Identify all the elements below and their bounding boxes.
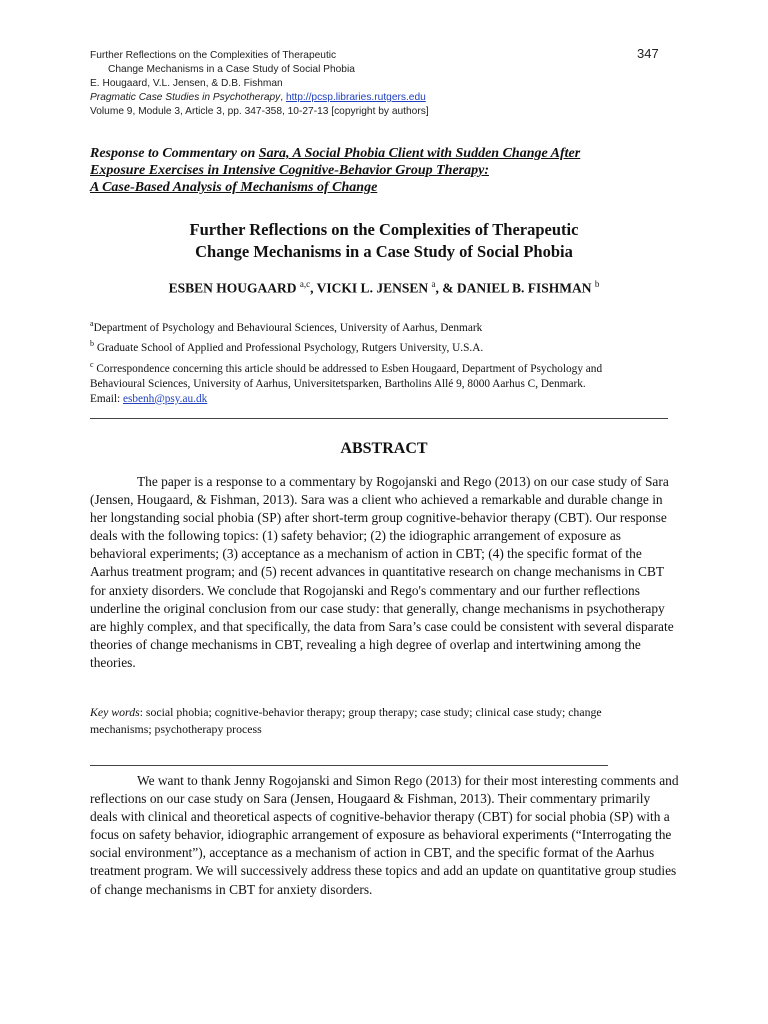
intro-paragraph: We want to thank Jenny Rogojanski and Simon Rego (2013) for their most interesting comments and reflections on our case study on Sara (Jensen, Hougaard & Fishman, 2013). Their commentary primarily deals with clinical and theoretical aspects of cognitive-behavior therapy (CBT) for social phobia (SP) with a focus on safety behavior, idiographic arrangement of exposure as behavioral experiments (“Interrogating the social environment”), acceptance as a mechanism of action in CBT, and the specific format of the Aarhus treatment program. We will successively address these topics and add an update on quantitative group studies of change mechanisms in CBT for anxiety disorders. [90, 773, 679, 897]
divider-bottom [90, 765, 608, 766]
keywords-label: Key words [90, 705, 140, 719]
article-title-line-1: Further Reflections on the Complexities of Therapeutic [189, 220, 579, 239]
email-label: Email: [90, 392, 123, 405]
affiliation-b-mark: b [90, 339, 94, 348]
header-volume-info: Volume 9, Module 3, Article 3, pp. 347-358, 10-27-13 [copyright by authors] [90, 106, 429, 117]
correspondence-text-1: Correspondence concerning this article should be addressed to Esben Hougaard, Department of Psychology and [96, 362, 603, 375]
correspondence-email-line [90, 392, 680, 407]
header-title-line-2: Change Mechanisms in a Case Study of Social Phobia [108, 64, 355, 75]
keywords [90, 704, 650, 738]
affiliation-a [90, 316, 680, 336]
correspondence-text-2: Behavioural Sciences, University of Aarhus, Universitetsparken, Bartholins Allé 9, 8000 Aarhus C, Denmark. [90, 377, 586, 390]
correspondence-note [90, 357, 680, 407]
page-number: 347 [637, 46, 659, 61]
running-header [90, 49, 680, 119]
affiliation-a-mark: a [90, 319, 94, 328]
article-title [90, 219, 678, 263]
commentary-title-part-2: Exposure Exercises in Intensive Cognitive-Behavior Group Therapy: [90, 163, 490, 178]
author-2-affil: a [431, 279, 436, 289]
abstract-heading: ABSTRACT [340, 440, 428, 457]
keywords-text: : social phobia; cognitive-behavior therapy; group therapy; case study; clinical case study; change mechanisms; psychotherapy process [90, 705, 602, 736]
response-to-commentary [90, 145, 710, 196]
correspondence-line-1 [90, 357, 680, 377]
affiliation-a-text: Department of Psychology and Behavioural Sciences, University of Aarhus, Denmark [93, 321, 483, 334]
affiliation-b-text: Graduate School of Applied and Professional Psychology, Rutgers University, U.S.A. [96, 341, 484, 354]
divider-top [90, 418, 668, 419]
author-3: , & DANIEL B. FISHMAN [435, 280, 592, 296]
commentary-title-part-1: Sara, A Social Phobia Client with Sudden Change After [258, 146, 581, 161]
author-list [90, 279, 678, 297]
author-1-affil: a,c [299, 279, 311, 289]
article-title-line-2: Change Mechanisms in a Case Study of Social Phobia [195, 242, 573, 261]
intro-body [90, 772, 680, 899]
author-3-affil: b [594, 279, 600, 289]
author-2: , VICKI L. JENSEN [310, 280, 429, 296]
response-line-1 [90, 145, 710, 162]
journal-separator: , [280, 92, 286, 103]
header-authors: E. Hougaard, V.L. Jensen, & D.B. Fishman [90, 78, 283, 89]
journal-name: Pragmatic Case Studies in Psychotherapy [90, 92, 281, 103]
affiliation-b [90, 336, 680, 356]
header-title-line-1: Further Reflections on the Complexities of Therapeutic [90, 50, 337, 61]
affiliation-c-mark: c [90, 360, 94, 369]
commentary-title-part-3: A Case-Based Analysis of Mechanisms of Change [90, 180, 378, 195]
header-journal-line [90, 91, 680, 105]
journal-url-link[interactable]: http://pcsp.libraries.rutgers.edu [285, 92, 426, 103]
email-link[interactable]: esbenh@psy.au.dk [122, 392, 208, 405]
author-1: ESBEN HOUGAARD [168, 280, 297, 296]
abstract-paragraph: The paper is a response to a commentary by Rogojanski and Rego (2013) on our case study of Sara (Jensen, Hougaard, & Fishman, 2013). Sara was a client who achieved a remarkable and durable change in her longstanding social phobia (SP) after short-term group cognitive-behavior therapy (CBT). Our response deals with the following topics: (1) safety behavior; (2) the idiographic arrangement of exposure as behavioral experiments; (3) acceptance as a mechanism of action in CBT; (4) the specific format of the Aarhus treatment program; and (5) recent advances in quantitative research on change mechanisms in CBT for anxiety disorders. We conclude that Rogojanski and Rego's commentary and our further reflections underline the original conclusion from our case study: that generally, change mechanisms in psychotherapy are highly complex, and that specifically, the data from Sara’s case could be consistent with several disparate theories of change mechanisms in CBT, revealing a high degree of overlap and intertwining among the theories. [90, 474, 674, 670]
abstract-body [90, 473, 680, 672]
response-prefix: Response to Commentary on [90, 146, 259, 161]
